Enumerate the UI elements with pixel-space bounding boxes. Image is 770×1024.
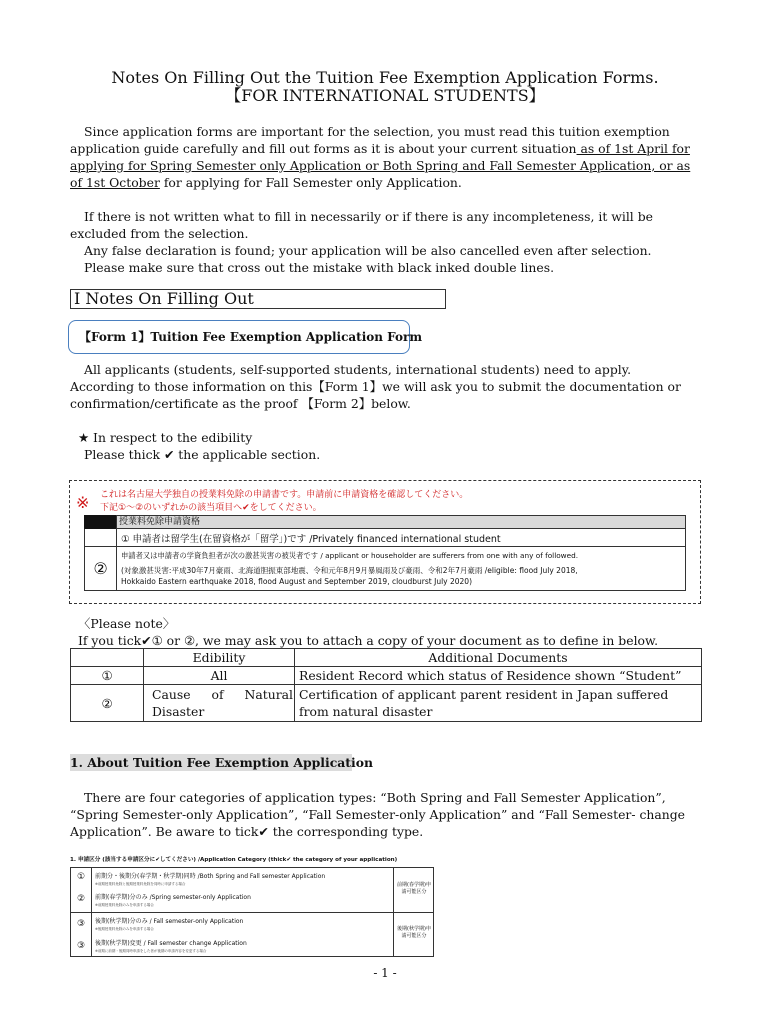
table-row-2-docs: Certification of applicant parent resident in Japan suffered from natural disaster xyxy=(295,685,702,722)
table-header-empty xyxy=(71,649,144,667)
edibility-bullet: ★ In respect to the edibility xyxy=(78,430,253,445)
section-heading: I Notes On Filling Out xyxy=(74,289,254,308)
form1-label: 【Form 1】Tuition Fee Exemption Application Form xyxy=(79,330,423,344)
table-row-1-num: ① xyxy=(71,667,144,685)
tick-instruction: Please thick ✔ the applicable section. xyxy=(84,447,321,462)
category-side-spring: 前期(春学期)申請可能区分 xyxy=(397,882,431,895)
table-header-row xyxy=(71,649,702,667)
category-row-2-num[interactable]: ② xyxy=(77,894,86,904)
about-para-1: There are four categories of application types: “Both Spring and Fall Semester Application”, xyxy=(84,790,666,805)
eligibility-row-1 xyxy=(84,529,686,547)
document-title: Notes On Filling Out the Tuition Fee Exemption Application Forms. xyxy=(111,68,659,87)
category-row-2-sub: ※前期授業料免除のみを申請する場合 xyxy=(95,903,154,907)
reference-mark: ※ xyxy=(76,493,90,512)
row1-checkbox[interactable] xyxy=(85,529,117,546)
please-note-line: If you tick✔① or ②, we may ask you to attach a copy of your document as to define in below. xyxy=(78,633,659,648)
jp-red-note-2: 下記①～②のいずれかの該当項目へ✔をしてください。 xyxy=(100,503,322,513)
intro-line-3: applying for Spring Semester only Application or Both Spring and Fall Semester Application, or as xyxy=(70,158,691,173)
category-row-1-num[interactable]: ① xyxy=(77,872,86,882)
document-subtitle: 【FOR INTERNATIONAL STUDENTS】 xyxy=(225,86,545,105)
about-para-2: “Spring Semester-only Application”, “Fall Semester-only Application” and “Fall Semester- change xyxy=(70,807,686,822)
eligibility-row-2 xyxy=(84,547,686,591)
form1-para-2: According to those information on this【Form 1】we will ask you to submit the documentation or xyxy=(70,379,681,394)
category-row-4-num[interactable]: ③ xyxy=(77,941,86,951)
row2-text-a: 申請者又は申請者の学資負担者が次の激甚災害の被災者です / applicant or householder are sufferers from one with any of followed. xyxy=(121,551,579,560)
eligibility-header: 授業料免除申請資格 xyxy=(116,515,686,529)
about-heading: 1. About Tuition Fee Exemption Application xyxy=(70,755,373,770)
table-row xyxy=(71,667,702,685)
category-row-1-sub: ※前期授業料免除と後期授業料免除を同時に申請する場合 xyxy=(95,882,186,886)
page-number: - 1 - xyxy=(373,966,397,980)
category-row-2-text: 前期(春学期)分のみ /Spring semester-only Application xyxy=(95,894,251,901)
notice-line-1: If there is not written what to fill in necessarily or if there is any incompleteness, it will be xyxy=(84,209,653,224)
eligibility-box xyxy=(69,480,701,604)
notice-line-3: Any false declaration is found; your application will be also cancelled even after selection. xyxy=(84,243,652,258)
category-row-3-num[interactable]: ③ xyxy=(77,919,86,929)
table-header-edibility: Edibility xyxy=(144,649,295,667)
table-row-2-edibility: Cause of Natural Disaster xyxy=(144,685,295,722)
form1-para-3: confirmation/certificate as the proof 【Form 2】below. xyxy=(70,396,411,411)
category-grid xyxy=(70,867,434,957)
form1-label-box xyxy=(68,320,423,354)
category-header: 1. 申請区分 (該当する申請区分に✔してください) /Application Category (thick✔ the category of your application) xyxy=(70,857,398,863)
about-heading-bg xyxy=(70,754,373,771)
intro-line-4: of 1st October for applying for Fall Semester only Application. xyxy=(70,175,462,190)
table-row xyxy=(71,685,702,722)
form1-para-1: All applicants (students, self-supported students, international students) need to apply. xyxy=(84,362,632,377)
row2-number[interactable]: ② xyxy=(85,547,117,590)
row2-text-c: Hokkaido Eastern earthquake 2018, flood August and September 2019, cloudburst July 2020) xyxy=(121,577,472,586)
about-para-3: Application”. Be aware to tick✔ the corresponding type. xyxy=(70,824,424,839)
table-row-1-edibility: All xyxy=(144,667,295,685)
intro-line-2: application guide carefully and fill out forms as it is about your current situation as of 1st April for xyxy=(70,141,690,156)
row2-text-b: (対象激甚災害:平成30年7月豪雨、北海道胆振東部地震、令和元年8月9月暴風雨及び豪雨、令和2年7月豪雨 /eligible: flood July 2018, xyxy=(121,566,578,575)
section-heading-box xyxy=(70,289,446,309)
additional-documents-table xyxy=(70,648,702,722)
category-row-1-text: 前期分・後期分(春学期・秋学期)同時 /Both Spring and Fall semester Application xyxy=(95,873,326,880)
table-header-docs: Additional Documents xyxy=(295,649,702,667)
table-row-1-docs: Resident Record which status of Residence shown “Student” xyxy=(295,667,702,685)
category-row-4-sub: ※前期に前期・後期同時申請をした者が後期の申請内容を変更する場合 xyxy=(95,949,207,953)
row1-text: ① 申請者は留学生(在留資格が「留学」)です /Privately financed international student xyxy=(121,534,501,545)
category-mid-line xyxy=(71,912,433,913)
category-row-4-text: 後期(秋学期)変更 / Fall semester change Application xyxy=(95,940,247,947)
jp-red-note-1: これは名古屋大学独自の授業料免除の申請書です。申請前に申請資格を確認してください。 xyxy=(100,490,469,500)
category-row-3-text: 後期(秋学期)分のみ / Fall semester-only Application xyxy=(95,918,244,925)
intro-line-1: Since application forms are important for the selection, you must read this tuition exemption xyxy=(84,124,670,139)
notice-line-4: Please make sure that cross out the mistake with black inked double lines. xyxy=(84,260,555,275)
category-side-fall: 後期(秋学期)申請可能区分 xyxy=(397,926,431,939)
header-black-cell xyxy=(84,515,116,529)
notice-line-2: excluded from the selection. xyxy=(70,226,249,241)
table-row-2-num: ② xyxy=(71,685,144,722)
category-row-3-sub: ※後期授業料免除のみを申請する場合 xyxy=(95,927,154,931)
application-category-table xyxy=(70,855,435,958)
please-note-label: 〈Please note〉 xyxy=(78,616,176,631)
